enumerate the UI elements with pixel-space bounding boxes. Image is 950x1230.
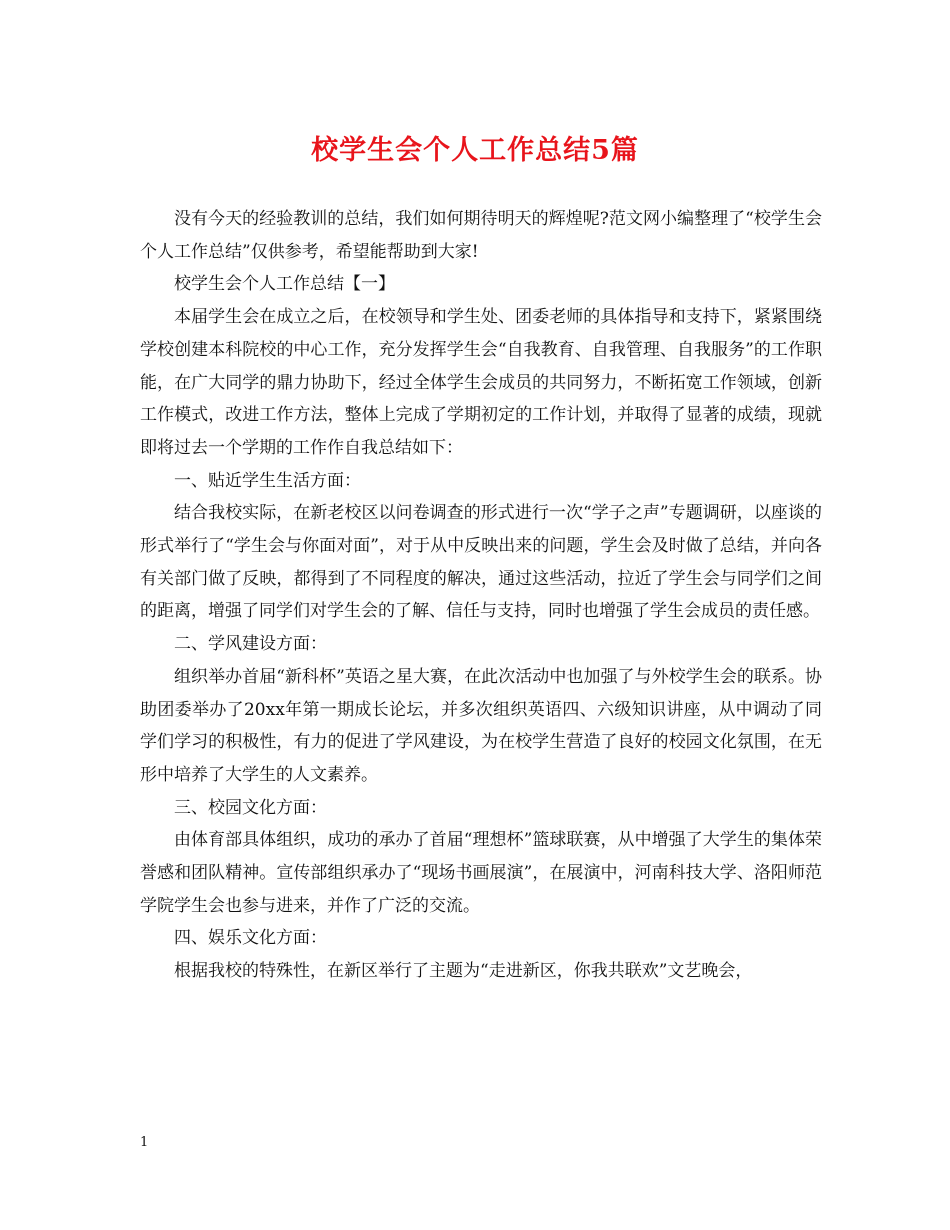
body-paragraph: 组织举办首届“新科杯”英语之星大赛，在此次活动中也加强了与外校学生会的联系。协助团委举办了20xx年第一期成长论坛，并多次组织英语四、六级知识讲座，从中调动了同学们学习的积极性，有力的促进了学风建设，为在校学生营造了良好的校园文化氛围，在无形中培养了大学生的人文素养。 bbox=[140, 666, 822, 785]
section-heading-1: 校学生会个人工作总结【一】 bbox=[174, 274, 395, 295]
subheading-life: 一、贴近学生生活方面： bbox=[174, 470, 361, 491]
body-paragraph: 根据我校的特殊性，在新区举行了主题为“走进新区，你我共联欢”文艺晚会， bbox=[174, 961, 753, 982]
body-paragraph: 结合我校实际，在新老校区以问卷调查的形式进行一次“学子之声”专题调研，以座谈的形式举行了“学生会与你面对面”，对于从中反映出来的问题，学生会及时做了总结，并向各有关部门做了反映，都得到了不同程度的解决，通过这些活动，拉近了学生会与同学们之间的距离，增强了同学们对学生会的了解、信任与支持，同时也增强了学生会成员的责任感。 bbox=[140, 503, 822, 622]
document-body bbox=[140, 203, 822, 988]
body-paragraph: 本届学生会在成立之后，在校领导和学生处、团委老师的具体指导和支持下，紧紧围绕学校创建本科院校的中心工作，充分发挥学生会“自我教育、自我管理、自我服务”的工作职能，在广大同学的鼎力协助下，经过全体学生会成员的共同努力，不断拓宽工作领域，创新工作模式，改进工作方法，整体上完成了学期初定的工作计划，并取得了显著的成绩，现就即将过去一个学期的工作作自我总结如下： bbox=[140, 307, 822, 458]
body-paragraph: 由体育部具体组织，成功的承办了首届“理想杯”篮球联赛，从中增强了大学生的集体荣誉感和团队精神。宣传部组织承办了“现场书画展演”，在展演中，河南科技大学、洛阳师范学院学生会也参与进来，并作了广泛的交流。 bbox=[140, 830, 822, 916]
subheading-study: 二、学风建设方面： bbox=[174, 634, 327, 655]
document-title: 校学生会个人工作总结5篇 bbox=[311, 135, 639, 166]
subheading-entertainment: 四、娱乐文化方面： bbox=[174, 928, 327, 949]
subheading-culture: 三、校园文化方面： bbox=[174, 797, 327, 818]
page-number: 1 bbox=[140, 1135, 149, 1150]
intro-paragraph: 没有今天的经验教训的总结，我们如何期待明天的辉煌呢?范文网小编整理了“校学生会个人工作总结”仅供参考，希望能帮助到大家! bbox=[140, 209, 822, 262]
